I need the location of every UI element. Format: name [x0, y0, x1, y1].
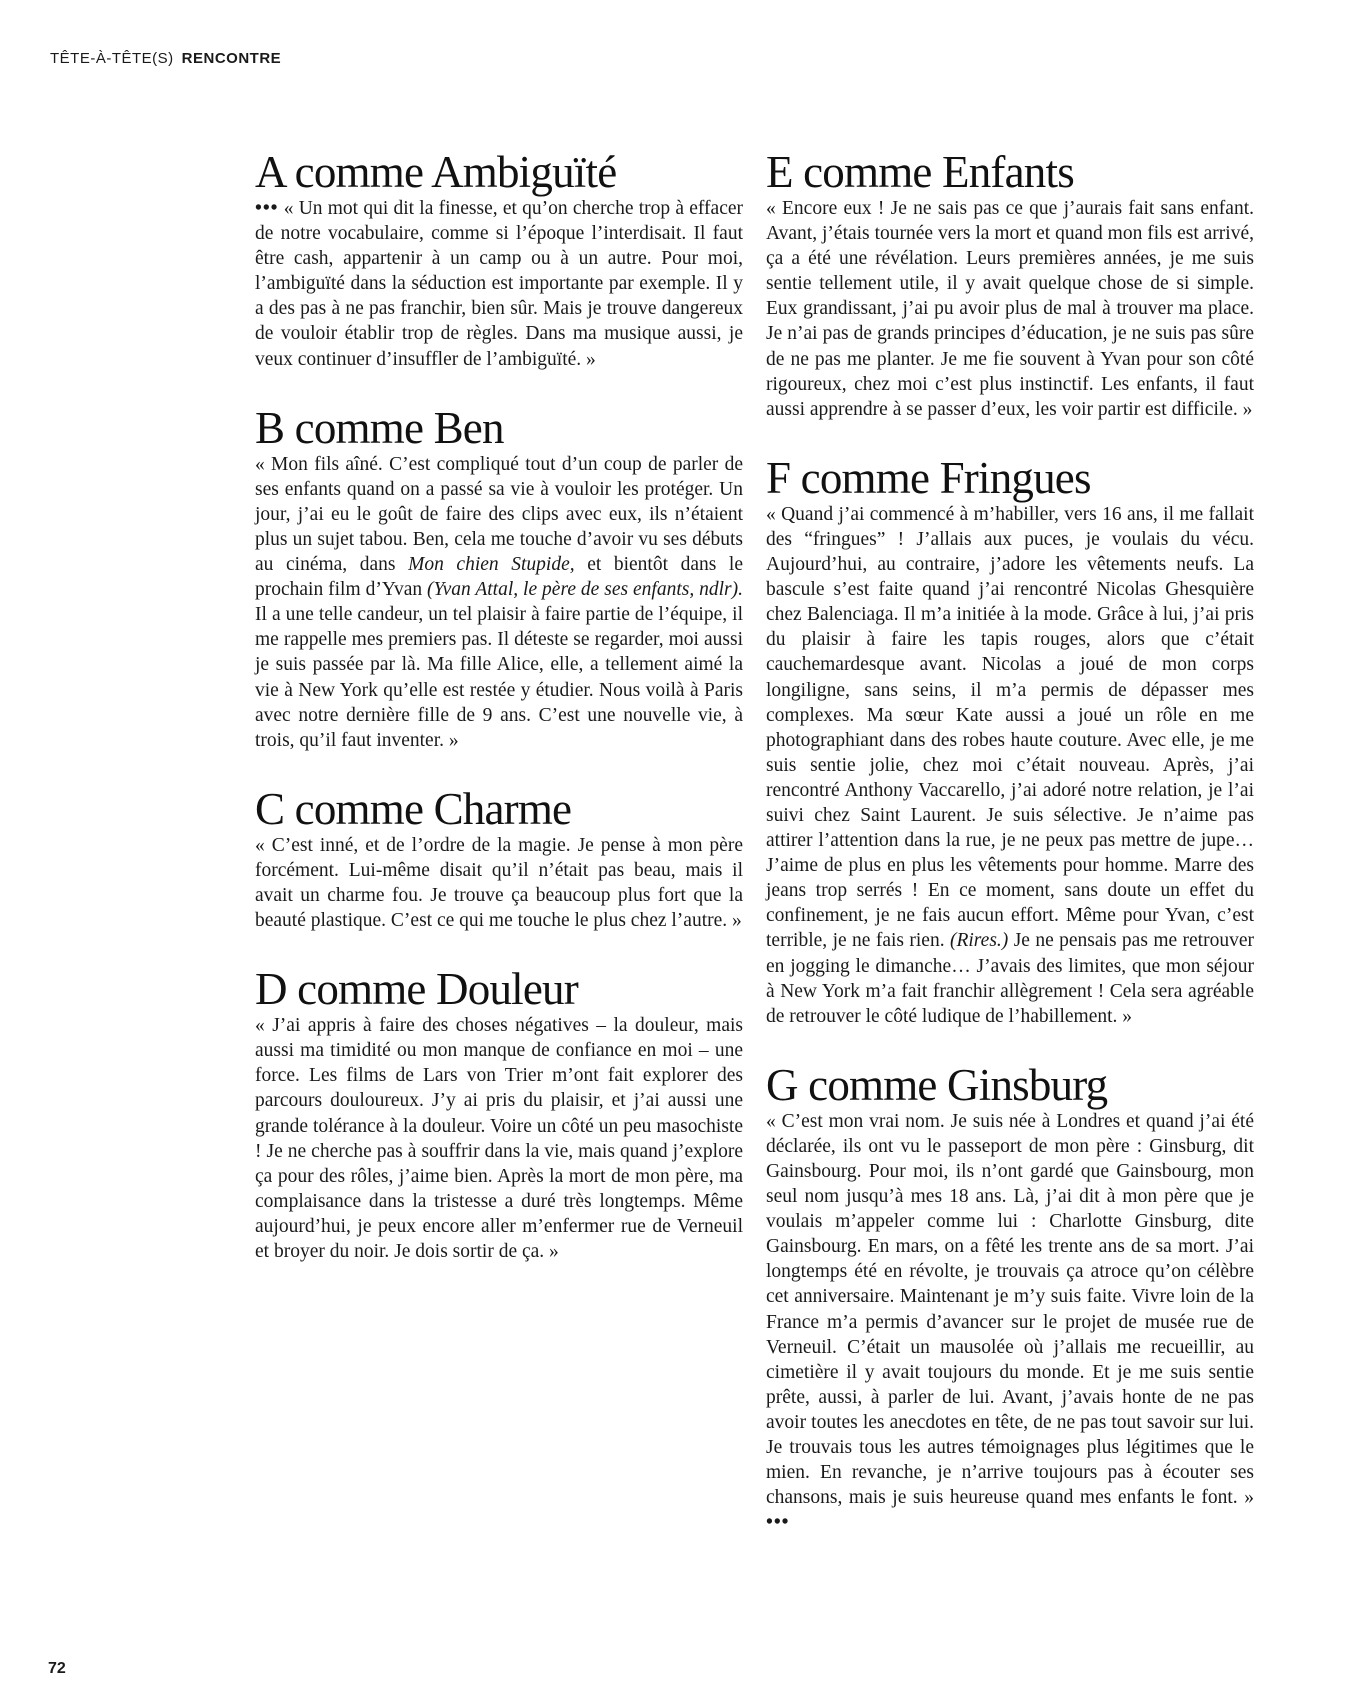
italic-text: Mon chien Stupide,	[408, 554, 575, 576]
entry-body	[255, 833, 743, 933]
entry-title: C comme Charme	[255, 783, 572, 834]
entry-body	[766, 502, 1254, 1029]
right-column	[766, 147, 1254, 1569]
italic-text: (Rires.)	[949, 930, 1009, 952]
entry-title: F comme Fringues	[766, 452, 1091, 503]
entry-body	[255, 1013, 743, 1264]
body-text: et bientôt dans le prochain film d’Yvan	[255, 554, 743, 601]
entry-title: D comme Douleur	[255, 964, 578, 1015]
opening-dots-mark: •••	[255, 198, 279, 219]
abecedaire-entry	[255, 783, 743, 933]
closing-dots-mark: •••	[766, 1512, 790, 1534]
left-column	[255, 147, 744, 1298]
entry-title: A comme Ambiguïté	[255, 147, 617, 197]
entry-title: B comme Ben	[255, 402, 504, 453]
body-text: « Mon fils aîné. C’est compliqué tout d’un coup de parler de ses enfants quand on a passé sa vie à vouloir les protéger. Un jour, j’ai eu le goût de faire des clips avec eux, ils n’étaient plus un sujet tabou. Ben, cela me touche d’avoir vu ses débuts au cinéma, dans	[255, 453, 743, 576]
abecedaire-entry	[766, 1059, 1254, 1536]
italic-text: (Yvan Attal, le père de ses enfants, ndlr).	[427, 579, 743, 601]
body-text: « Quand j’ai commencé à m’habiller, vers 16 ans, il me fallait des “fringues” ! J’allais aux puces, je voulais du vécu. Aujourd’hui, au contraire, j’adore les vêtements neufs. La bascule s’est faite quand j’ai rencontré Nicolas Ghesquière chez Balenciaga. Il m’a initiée à la mode. Grâce à lui, j’ai pris du plaisir à faire les tapis rouges, alors que c’était cauchemardesque avant. Nicolas a joué de mon corps longiligne, sans seins, il m’a permis de dépasser mes complexes. Ma sœur Kate aussi a joué un rôle en me photographiant dans des robes haute couture. Avec elle, je me suis sentie jolie, chez moi c’était nouveau. Après, j’ai rencontré Anthony Vaccarello, j’ai adoré notre relation, je l’ai suivi chez Saint Laurent. Je suis sélective. Je n’aime pas attirer l’attention dans la rue, je ne peux pas mettre de jupe… J’aime de plus en plus les vêtements pour homme. Marre des jeans trop serrés ! En ce moment, sans doute un effet du confinement, je ne fais aucun effort. Même pour Yvan, c’est terrible, je ne fais rien.	[766, 503, 1254, 952]
section-label: RENCONTRE	[181, 50, 282, 67]
entry-title: G comme Ginsburg	[766, 1059, 1108, 1110]
entry-body	[766, 196, 1254, 422]
entry-body	[255, 452, 743, 753]
entry-title: E comme Enfants	[766, 147, 1074, 197]
body-text: Il a une telle candeur, un tel plaisir à faire partie de l’équipe, il me rappelle mes premiers pas. Il déteste se regarder, moi aussi je suis passée par là. Ma fille Alice, elle, a tellement aimé la vie à New York qu’elle est restée y étudier. Nous voilà à Paris avec notre dernière fille de 9 ans. C’est une nouvelle vie, à trois, qu’il faut inventer. »	[255, 604, 743, 751]
entry-body	[255, 196, 743, 372]
abecedaire-entry	[255, 147, 744, 372]
body-text: Je ne pensais pas me retrouver en jogging le dimanche… J’avais des limites, que mon séjour à New York m’a fait franchir allègrement ! Cela sera agréable de retrouver le côté ludique de l’habillement. »	[766, 930, 1254, 1027]
body-text: « Encore eux ! Je ne sais pas ce que j’aurais fait sans enfant. Avant, j’étais tournée vers la mort et quand mon fils est arrivé, ça a été une révélation. Leurs premières années, je me suis sentie tellement utile, il y avait quelque chose de si simple. Eux grandissant, j’ai pu avoir plus de mal à trouver ma place. Je n’ai pas de grands principes d’éducation, je ne suis pas sûre de ne pas me planter. Je me fie souvent à Yvan pour son côté rigoureux, chez moi c’est plus instinctif. Les enfants, il faut aussi apprendre à se passer d’eux, les voir partir est difficile. »	[766, 198, 1254, 420]
series-label: TÊTE-À-TÊTE(S)	[50, 50, 174, 67]
entry-body	[766, 1109, 1254, 1536]
body-text: « C’est mon vrai nom. Je suis née à Londres et quand j’ai été déclarée, ils ont vu le passeport de mon père : Ginsburg, dit Gainsbourg. Pour moi, ils n’ont gardé que Gainsbourg, mon seul nom jusqu’à mes 18 ans. Là, j’ai dit à mon père que je voulais m’appeler comme lui : Charlotte Ginsburg, dite Gainsbourg. En mars, on a fêté les trente ans de sa mort. J’ai longtemps été en révolte, je trouvais ça atroce qu’on célèbre cet anniversaire. Maintenant je m’y suis faite. Vivre loin de la France m’a permis d’avancer sur le projet de musée rue de Verneuil. C’était un mausolée où j’allais me recueillir, au cimetière il y avait toujours du monde. Et je me suis sentie prête, aussi, à parler de lui. Avant, j’avais honte de ne pas avoir toutes les anecdotes en tête, de ne pas tout savoir sur lui. Je trouvais tous les autres témoignages plus légitimes que le mien. En revanche, je n’arrive toujours pas à écouter ses chansons, mais je suis heureuse quand mes enfants le font. »	[766, 1110, 1254, 1509]
body-text: « J’ai appris à faire des choses négatives – la douleur, mais aussi ma timidité ou mon manque de confiance en moi – une force. Les films de Lars von Trier m’ont fait explorer des parcours douloureux. J’y ai pris du plaisir, et j’ai aussi une grande tolérance à la douleur. Voire un côté un peu masochiste ! Je ne cherche pas à souffrir dans la vie, mais quand j’explore ça pour des rôles, j’aime bien. Après la mort de mon père, ma complaisance dans la tristesse a duré très longtemps. Même aujourd’hui, je peux encore aller m’enfermer rue de Verneuil et broyer du noir. Je dois sortir de ça. »	[255, 1015, 743, 1262]
page-number: 72	[48, 1660, 66, 1677]
abecedaire-entry	[255, 402, 743, 753]
abecedaire-entry	[766, 147, 1254, 422]
body-text: « C’est inné, et de l’ordre de la magie. Je pense à mon père forcément. Lui-même disait qu’il n’était pas beau, mais il avait un charme fou. Je trouve ça beaucoup plus fort que la beauté plastique. C’est ce qui me touche le plus chez l’autre. »	[255, 834, 743, 932]
running-head	[50, 50, 281, 67]
body-text: « Un mot qui dit la finesse, et qu’on cherche trop à effacer de notre vocabulaire, comme si l’époque l’interdisait. Il faut être cash, appartenir à un camp ou à un autre. Pour moi, l’ambiguïté dans la séduction est importante par exemple. Il y a des pas à ne pas franchir, bien sûr. Mais je trouve dangereux de vouloir établir trop de règles. Dans ma musique aussi, je veux continuer d’insuffler de l’ambiguïté. »	[255, 198, 744, 370]
abecedaire-entry	[766, 452, 1254, 1029]
abecedaire-entry	[255, 964, 743, 1264]
